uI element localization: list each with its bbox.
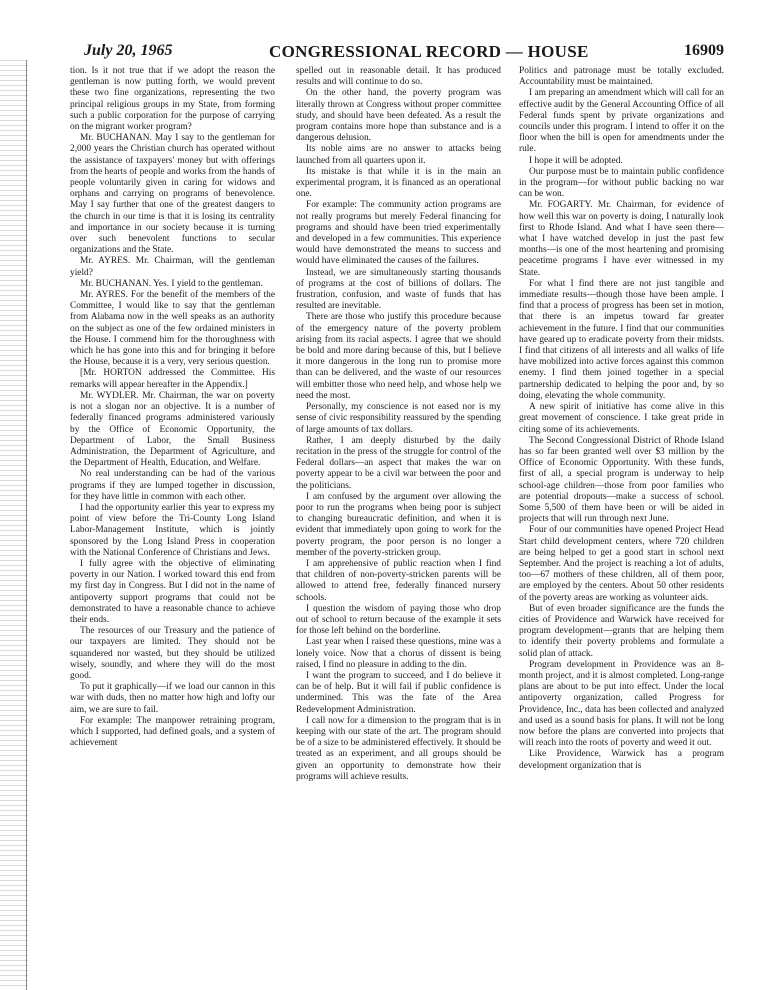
paragraph: I am preparing an amendment which will call for an effective audit by the General Accounting Office of all Federal funds spent by private organizations and councils under this program. I intend to offer it on the floor when the bill is open for amendments under the rule. bbox=[519, 88, 724, 155]
header-page-number: 16909 bbox=[684, 42, 724, 59]
paragraph: I question the wisdom of paying those who drop out of school to return because of the example it sets for those left behind on the borderline. bbox=[296, 603, 501, 637]
paragraph: A new spirit of initiative has come alive in this great movement of conscience. I take great pride in citing some of its achievements. bbox=[519, 402, 724, 435]
paragraph: Rather, I am deeply disturbed by the daily recitation in the press of the struggle for control of the Federal dollars—an aspect that makes the war on poverty appear to be a civil war between the poor and the politicians. bbox=[296, 435, 501, 491]
paragraph: Mr. BUCHANAN. Yes. I yield to the gentleman. bbox=[80, 278, 263, 289]
paragraph: Last year when I raised these questions, mine was a lonely voice. Now that a chorus of dissent is being raised, I find no pleasure in adding to the din. bbox=[296, 637, 501, 670]
page-header bbox=[84, 38, 724, 64]
paragraph: On the other hand, the poverty program was literally thrown at Congress without proper committee study, and should have been defeated. As a result the program contains more hope than substance and is a dangerous delusion. bbox=[296, 88, 501, 144]
paragraph: Politics and patronage must be totally excluded. Accountability must be maintained. bbox=[519, 66, 724, 88]
paragraph: The resources of our Treasury and the patience of our taxpayers are limited. They should not be squandered nor wasted, but they should be utilized wisely, soundly, and where they will do the most good. bbox=[70, 626, 275, 681]
paragraph: I am apprehensive of public reaction when I find that children of non-poverty-stricken parents will be allowed to attend free, federally financed nursery schools. bbox=[296, 558, 501, 603]
column-1 bbox=[70, 66, 275, 984]
header-date: July 20, 1965 bbox=[84, 42, 173, 59]
paragraph: Mr. AYRES. Mr. Chairman, will the gentleman yield? bbox=[70, 256, 275, 278]
paragraph: Mr. FOGARTY. Mr. Chairman, for evidence of how well this war on poverty is doing, I naturally look first to Rhode Island. And what I have seen there—what I have watched develop in just the past few months—is one of the most heartening and promising peacetime programs I have ever witnessed in my State. bbox=[519, 200, 724, 278]
paragraph: I fully agree with the objective of eliminating poverty in our Nation. I worked toward this end from my first day in Congress. But I did not in the name of antipoverty support programs that could not be demonstrated to have a reasonable chance to achieve their ends. bbox=[70, 558, 275, 625]
paragraph: But of even broader significance are the funds the cities of Providence and Warwick have received for program development—grants that are helping them to identify their poverty problems and formulate a solid plan of attack. bbox=[519, 603, 724, 659]
paragraph: The Second Congressional District of Rhode Island has so far been granted well over $3 million by the Office of Economic Opportunity. With these funds, first of all, a special program is underway to help school-age children—those from poor families who are potential dropouts—make a success of school. Some 5,500 of them have been or will be aided in projects that will run through next June. bbox=[519, 435, 724, 525]
column-2 bbox=[296, 66, 501, 984]
paragraph: spelled out in reasonable detail. It has produced results and will continue to do so. bbox=[296, 66, 501, 88]
binding-margin bbox=[0, 60, 28, 990]
paragraph: To put it graphically—if we load our cannon in this war with duds, then no matter how high and lofty our aim, we are sure to fail. bbox=[70, 682, 275, 715]
paragraph: I am confused by the argument over allowing the poor to run the programs when being poor is subject to changing bureaucratic definition, and when it is evident that immediately upon going to work for the poverty program, the poor person is no longer a member of the poverty-stricken group. bbox=[296, 491, 501, 558]
paragraph: Mr. WYDLER. Mr. Chairman, the war on poverty is not a slogan nor an objective. It is a number of federally financed programs administered variously by the Office of Economic Opportunity, the Department of Labor, the Small Business Administration, the Department of Agriculture, and the Department of Health, Education, and Welfare. bbox=[70, 390, 275, 469]
paragraph: I hope it will be adopted. bbox=[529, 155, 623, 166]
paragraph: I call now for a dimension to the program that is in keeping with our state of the art. The program should be of a size to be administered effectively. It should be treated as an experiment, and all groups should be given an opportunity to demonstrate how their programs will achieve results. bbox=[296, 715, 501, 782]
paragraph: Our purpose must be to maintain public confidence in the program—for without public backing no war can be won. bbox=[519, 166, 724, 200]
paragraph: There are those who justify this procedure because of the emergency nature of the poverty problem arising from its racial aspects. I agree that we should be bold and more daring because of this, but I believe it more dangerous in the long run to promise more than can be delivered, and the waste of our resources will embitter those who need help, and whose help we need the most. bbox=[296, 312, 501, 401]
paragraph: I want the program to succeed, and I do believe it can be of help. But it will fail if public confidence is undermined. This was the fate of the Area Redevelopment Administration. bbox=[296, 670, 501, 715]
paragraph: Instead, we are simultaneously starting thousands of programs at the cost of billions of dollars. The frustration, confusion, and waste of funds that has resulted are inevitable. bbox=[296, 267, 501, 312]
paragraph: Its noble aims are no answer to attacks being launched from all quarters upon it. bbox=[296, 144, 501, 166]
paragraph: Mr. AYRES. For the benefit of the members of the Committee, I would like to say that the gentleman from Alabama now in the well speaks as an authority on the subject as one of the few ordained ministers in the House. I commend him for the thoroughness with which he has gone into this and for bringing it before the House, because it is a very, very serious question. bbox=[70, 290, 275, 368]
text-columns bbox=[70, 66, 725, 984]
paragraph: For example: The community action programs are not really programs but merely Federal financing for programs and should have been tried experimentally and developed in a few communities. This experience would have demonstrated the means to success and would have eliminated the causes of the failures. bbox=[296, 200, 501, 267]
paragraph: For example: The manpower retraining program, which I supported, had defined goals, and a system of achievement bbox=[70, 715, 275, 749]
paragraph: Mr. BUCHANAN. May I say to the gentleman for 2,000 years the Christian church has operated without the assistance of taxpayers' money but with offerings from the hearts of people and works from the hands of people voluntarily given in caring for widows and orphans and carrying on programs of benevolence. May I say further that one of the greatest dangers to the church in our time is that it is losing its centrality and importance in our society because it is turning over such benevolent functions to secular organizations and the State. bbox=[70, 133, 275, 256]
paragraph: Its mistake is that while it is in the main an experimental program, it is financed as an operational one. bbox=[296, 166, 501, 200]
header-title: CONGRESSIONAL RECORD — HOUSE bbox=[269, 42, 589, 61]
paragraph: Program development in Providence was an 8-month project, and it is almost completed. Long-range plans are about to be put into effect. Under the local antipoverty organization, called Progress for Providence, Inc., data has been collected and analyzed and used as a sound basis for plans. It will not be long now before the plans are converted into projects that will reach into the roots of poverty and weed it out. bbox=[519, 659, 724, 749]
paragraph: No real understanding can be had of the various programs if they are lumped together in discussion, for they have little in common with each other. bbox=[70, 469, 275, 502]
binding-edge-line bbox=[26, 60, 27, 990]
paragraph: I had the opportunity earlier this year to express my point of view before the Tri-County Long Island Labor-Management Institute, which is jointly sponsored by the Long Island Press in cooperation with the National Conference of Christians and Jews. bbox=[70, 502, 275, 558]
paragraph: tion. Is it not true that if we adopt the reason the gentleman is now putting forth, we would prevent these two fine organizations, representing the two principal religious groups in my State, from forming such a public corporation for the purpose of carrying on the migrant worker program? bbox=[70, 66, 275, 133]
paragraph: For what I find there are not just tangible and immediate results—though those have been ample. I find that a process of progress has been set in motion, that there is an impetus toward far greater achievement in the future. I find that our communities have geared up to eradicate poverty from their midsts. I find that citizens of all interests and all walks of life have mobilized into active forces against this common enemy. I find them joined together in a special partnership dedicated to helping the poor and, by so doing, elevating the whole community. bbox=[519, 278, 724, 401]
paragraph: Four of our communities have opened Project Head Start child development centers, where 720 children are being helped to get a good start in school next September. And the project is reaching a lot of adults, too—67 mothers of these children, all of them poor, are employed by the centers. About 50 other residents of the poverty areas are working as volunteer aids. bbox=[519, 525, 724, 603]
paragraph: Personally, my conscience is not eased nor is my sense of civic responsibility reassured by the spending of large amounts of tax dollars. bbox=[296, 402, 501, 435]
paragraph: [Mr. HORTON addressed the Committee. His remarks will appear hereafter in the Appendix.] bbox=[70, 368, 275, 390]
paragraph: Like Providence, Warwick has a program development organization that is bbox=[519, 749, 724, 771]
column-3 bbox=[519, 66, 724, 984]
